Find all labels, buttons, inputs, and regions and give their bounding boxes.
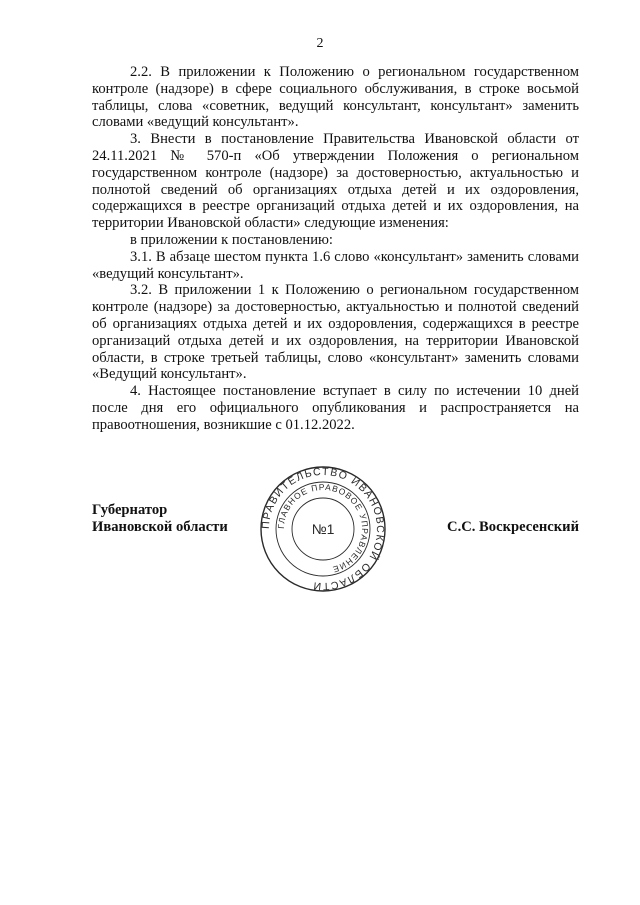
signatory-title-line-1: Губернатор (92, 502, 168, 518)
seal-center-number: №1 (311, 521, 335, 537)
paragraph-3-1: 3.1. В абзаце шестом пункта 1.6 слово «консультант» заменить словами «ведущий консультант». (92, 248, 579, 282)
paragraph-3: 3. Внести в постановление Правительства Ивановской области от 24.11.2021 № 570-п «Об утверждении Положения о региональном государственном контроле (надзоре) за достоверностью, актуальностью и полнотой сведений об организациях отдыха детей и их оздоровления, содержащихся в реестре организаций отдыха детей и их оздоровления, на территории Ивановской области» следующие изменения: (92, 131, 579, 232)
seal-inner-textpath: ГЛАВНОЕ ПРАВОВОЕ УПРАВЛЕНИЕ (275, 481, 371, 575)
page-number: 2 (316, 36, 324, 51)
paragraph-2-2: 2.2. В приложении к Положению о региональном государственном контроле (надзоре) в сфере социального обслуживания, в строке восьмой таблицы, слова «советник, ведущий консультант, консультант» заменить словами «ведущий консультант». (92, 64, 579, 131)
document-body (92, 64, 579, 434)
paragraph-annex-intro: в приложении к постановлению: (130, 231, 333, 248)
paragraph-3-2: 3.2. В приложении 1 к Положению о региональном государственном контроле (надзоре) за достоверностью, актуальностью и полнотой сведений об организациях отдыха детей и их оздоровления, содержащихся в реестре организаций отдыха детей и их оздоровления, на территории Ивановской области, в строке третьей таблицы, слово «консультант» заменить словами «Ведущий консультант». (92, 282, 579, 383)
signatory-name: С.С. Воскресенский (447, 519, 579, 535)
seal-outer-textpath: ПРАВИТЕЛЬСТВО ИВАНОВСКОЙ ОБЛАСТИ (259, 465, 387, 593)
paragraph-4: 4. Настоящее постановление вступает в силу по истечении 10 дней после дня его официального опубликования и распространяется на правоотношения, возникшие с 01.12.2022. (92, 383, 579, 433)
signatory-title (92, 502, 228, 536)
official-seal (258, 464, 388, 594)
signatory-title-line-2: Ивановской области (92, 518, 228, 535)
